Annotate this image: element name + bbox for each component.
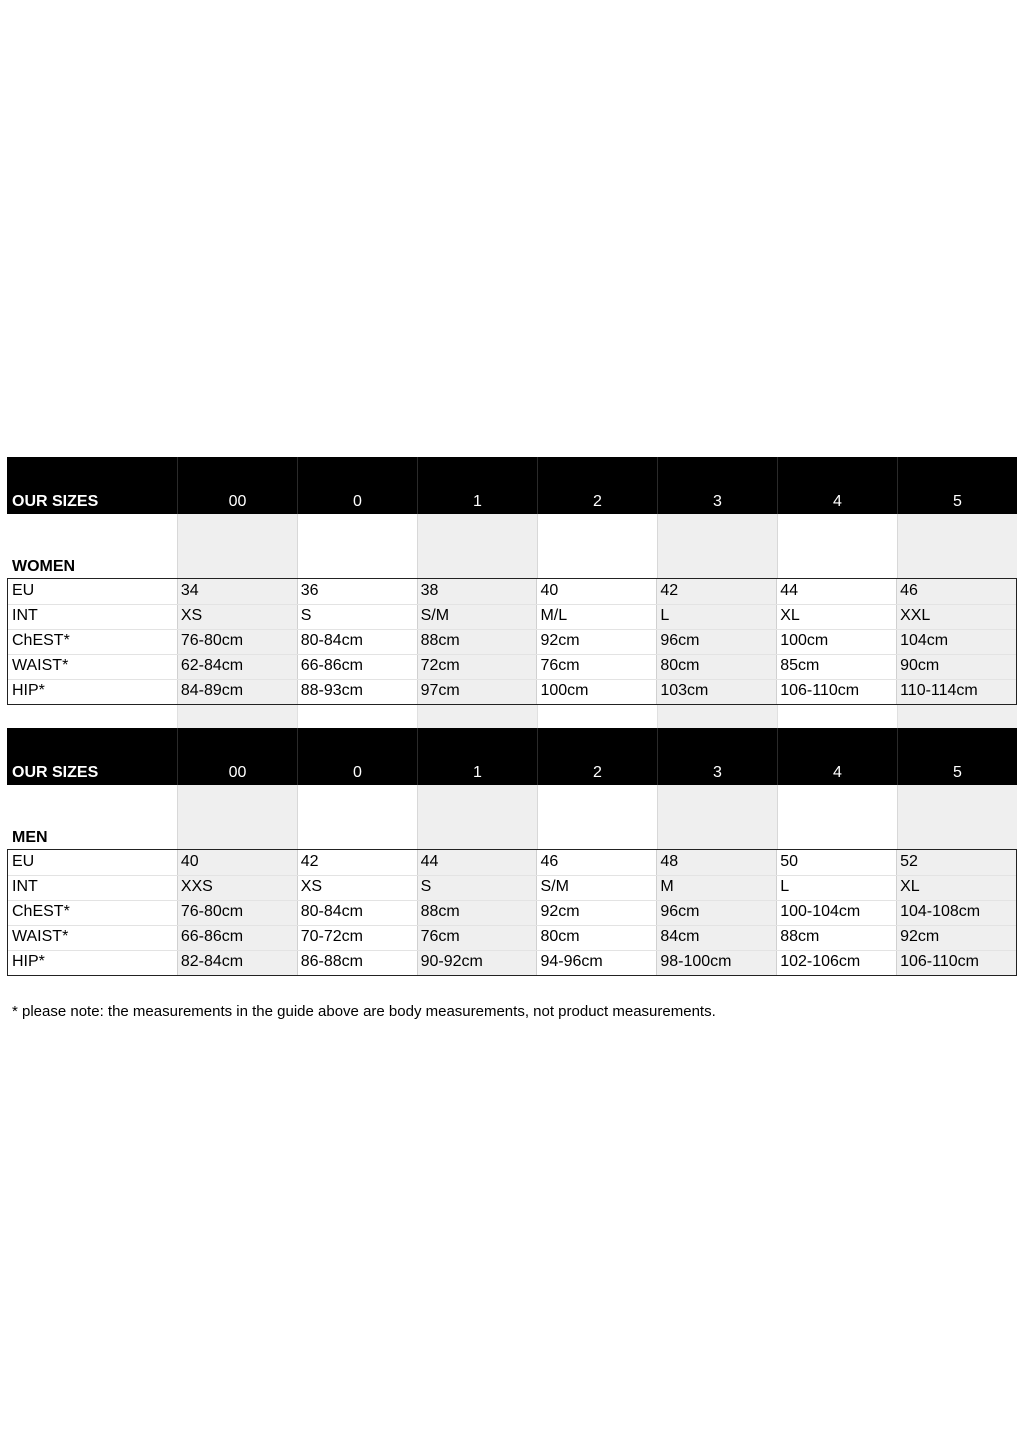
- table-cell: 36: [297, 579, 417, 604]
- table-cell: 80-84cm: [297, 901, 417, 925]
- table-cell: L: [656, 605, 776, 629]
- measurement-note: * please note: the measurements in the guide above are body measurements, not product measurements.: [12, 1003, 716, 1020]
- table-cell: 88cm: [776, 926, 896, 950]
- row-label: EU: [12, 852, 35, 870]
- table-cell: 106-110cm: [776, 680, 896, 704]
- table-cell: 62-84cm: [177, 655, 297, 679]
- table-cell: 76-80cm: [177, 630, 297, 654]
- header-size-00: 00: [177, 457, 297, 514]
- table-cell: XXL: [896, 605, 1016, 629]
- table-cell: XL: [776, 605, 896, 629]
- header-size-4: 4: [777, 457, 897, 514]
- row-label: HIP*: [12, 953, 45, 970]
- men-header-row: [7, 728, 1017, 785]
- header-size-2: 2: [537, 457, 657, 514]
- row-label: HIP*: [12, 682, 45, 699]
- table-cell: 90-92cm: [417, 951, 537, 975]
- table-cell: 76-80cm: [177, 901, 297, 925]
- table-cell: 66-86cm: [297, 655, 417, 679]
- table-cell: 110-114cm: [896, 680, 1016, 704]
- header-size-5: 5: [897, 457, 1017, 514]
- table-cell: 92cm: [536, 630, 656, 654]
- table-cell: 86-88cm: [297, 951, 417, 975]
- table-cell: 92cm: [896, 926, 1016, 950]
- header-label: OUR SIZES: [12, 764, 99, 781]
- header-size-00: 00: [177, 728, 297, 785]
- table-cell: 46: [896, 579, 1016, 604]
- table-cell: 103cm: [656, 680, 776, 704]
- table-cell: 76cm: [536, 655, 656, 679]
- table-row: [8, 654, 1016, 679]
- table-cell: 97cm: [417, 680, 537, 704]
- table-cell: 44: [776, 579, 896, 604]
- row-label: INT: [12, 607, 38, 624]
- row-label: ChEST*: [12, 903, 70, 920]
- spacer-row: [7, 705, 1017, 729]
- table-cell: 96cm: [656, 630, 776, 654]
- table-cell: S: [417, 876, 537, 900]
- men-label-row: [7, 785, 1017, 849]
- table-cell: 80-84cm: [297, 630, 417, 654]
- table-cell: M/L: [536, 605, 656, 629]
- women-label-row: [7, 514, 1017, 578]
- table-cell: 76cm: [417, 926, 537, 950]
- men-size-chart: [7, 728, 1017, 976]
- table-row: [8, 850, 1016, 875]
- header-size-2: 2: [537, 728, 657, 785]
- table-cell: 96cm: [656, 901, 776, 925]
- table-cell: 80cm: [656, 655, 776, 679]
- header-size-1: 1: [417, 728, 537, 785]
- table-cell: S/M: [417, 605, 537, 629]
- header-size-0: 0: [297, 457, 417, 514]
- table-cell: 50: [776, 850, 896, 875]
- women-header-row: [7, 457, 1017, 514]
- table-cell: 70-72cm: [297, 926, 417, 950]
- table-cell: M: [656, 876, 776, 900]
- header-size-0: 0: [297, 728, 417, 785]
- table-cell: 98-100cm: [656, 951, 776, 975]
- header-size-4: 4: [777, 728, 897, 785]
- table-cell: 80cm: [536, 926, 656, 950]
- table-cell: 66-86cm: [177, 926, 297, 950]
- table-cell: 34: [177, 579, 297, 604]
- header-size-3: 3: [657, 457, 777, 514]
- men-measurements-table: [7, 849, 1017, 976]
- table-cell: 88cm: [417, 630, 537, 654]
- table-cell: 85cm: [776, 655, 896, 679]
- header-size-3: 3: [657, 728, 777, 785]
- table-cell: 82-84cm: [177, 951, 297, 975]
- table-cell: S/M: [536, 876, 656, 900]
- table-row: [8, 679, 1016, 704]
- table-row: [8, 925, 1016, 950]
- table-cell: 48: [656, 850, 776, 875]
- table-cell: 102-106cm: [776, 951, 896, 975]
- header-size-1: 1: [417, 457, 537, 514]
- table-cell: 38: [417, 579, 537, 604]
- table-cell: 46: [536, 850, 656, 875]
- row-label: ChEST*: [12, 632, 70, 649]
- table-cell: 72cm: [417, 655, 537, 679]
- table-cell: 100-104cm: [776, 901, 896, 925]
- table-cell: XS: [177, 605, 297, 629]
- table-cell: 100cm: [776, 630, 896, 654]
- table-cell: 104cm: [896, 630, 1016, 654]
- table-cell: 100cm: [536, 680, 656, 704]
- table-cell: 84cm: [656, 926, 776, 950]
- men-label: MEN: [12, 829, 48, 846]
- row-label: WAIST*: [12, 928, 69, 945]
- table-cell: 92cm: [536, 901, 656, 925]
- table-cell: 52: [896, 850, 1016, 875]
- table-cell: 106-110cm: [896, 951, 1016, 975]
- table-cell: 88cm: [417, 901, 537, 925]
- table-row: [8, 629, 1016, 654]
- table-cell: 40: [177, 850, 297, 875]
- table-cell: 40: [536, 579, 656, 604]
- table-cell: 44: [417, 850, 537, 875]
- table-cell: 90cm: [896, 655, 1016, 679]
- table-cell: 42: [297, 850, 417, 875]
- table-row: [8, 900, 1016, 925]
- header-size-5: 5: [897, 728, 1017, 785]
- table-cell: 88-93cm: [297, 680, 417, 704]
- women-measurements-table: [7, 578, 1017, 705]
- table-row: [8, 875, 1016, 900]
- table-cell: 84-89cm: [177, 680, 297, 704]
- table-cell: XXS: [177, 876, 297, 900]
- table-cell: 42: [656, 579, 776, 604]
- women-size-chart: [7, 457, 1017, 729]
- table-cell: 94-96cm: [536, 951, 656, 975]
- header-label: OUR SIZES: [12, 493, 99, 510]
- table-row: [8, 950, 1016, 975]
- row-label: EU: [12, 581, 35, 599]
- table-row: [8, 604, 1016, 629]
- row-label: INT: [12, 878, 38, 895]
- table-cell: L: [776, 876, 896, 900]
- row-label: WAIST*: [12, 657, 69, 674]
- table-cell: XS: [297, 876, 417, 900]
- women-label: WOMEN: [12, 558, 76, 575]
- table-cell: 104-108cm: [896, 901, 1016, 925]
- table-cell: XL: [896, 876, 1016, 900]
- table-cell: S: [297, 605, 417, 629]
- table-row: [8, 579, 1016, 604]
